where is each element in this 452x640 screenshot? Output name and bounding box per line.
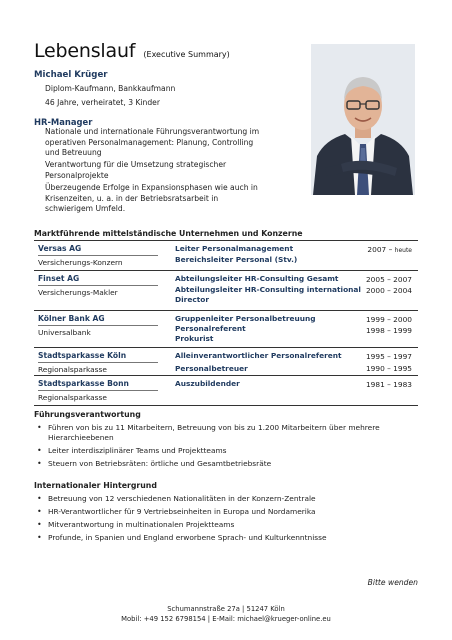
career-heading: Marktführende mittelständische Unternehmen und Konzerne — [34, 229, 303, 238]
company-sector: Universalbank — [38, 328, 91, 337]
page-title — [34, 40, 230, 62]
position-period: 1981 – 1983 — [365, 380, 412, 389]
bullet-icon: • — [37, 446, 42, 455]
list-item — [34, 494, 424, 504]
bullet-icon: • — [37, 423, 42, 432]
leadership-list — [34, 423, 424, 472]
company-name: Stadtsparkasse Bonn — [38, 379, 129, 388]
company-divider — [38, 325, 158, 326]
list-item — [34, 459, 424, 469]
position-title: Personalbetreuer — [175, 364, 248, 373]
position-title: Leiter Personalmanagement — [175, 244, 294, 253]
list-item-text: Leiter interdisziplinärer Teams und Projektteams — [48, 446, 227, 455]
list-item-text: Steuern von Betriebsräten: örtliche und Gesamtbetriebsräte — [48, 459, 272, 468]
list-item — [34, 520, 424, 530]
company-sector: Versicherungs-Makler — [38, 288, 118, 297]
summary-line-1: Nationale und internationale Führungsverantwortung im operativen Personalmanagement: Planung, Controlling und Betreuung — [45, 127, 260, 157]
company-divider — [38, 255, 158, 256]
position-title: Auszubildender — [175, 379, 240, 388]
summary-line-3: Überzeugende Erfolge in Expansionsphasen wie auch in Krisenzeiten, u. a. in der Betriebsratsarbeit in schwierigem Umfeld. — [45, 183, 258, 213]
list-item-text: HR-Verantwortlicher für 9 Vertriebseinheiten in Europa und Nordamerika — [48, 507, 316, 516]
company-sector: Versicherungs-Konzern — [38, 258, 123, 267]
company-name: Stadtsparkasse Köln — [38, 351, 127, 360]
position-period — [367, 245, 412, 254]
position-title: Bereichsleiter Personal (Stv.) — [175, 255, 298, 264]
international-list — [34, 494, 424, 546]
career-row — [34, 271, 418, 311]
footer-contact: Mobil: +49 152 6798154 | E-Mail: michael@krueger-online.eu — [121, 615, 331, 623]
period-dash: – — [388, 245, 393, 254]
summary-line-2: Verantwortung für die Umsetzung strategischer Personalprojekte — [45, 160, 227, 180]
career-row — [34, 348, 418, 376]
position-title: Abteilungsleiter HR-Consulting international Director — [175, 285, 361, 304]
list-item-text: Mitverantwortung in multinationalen Projektteams — [48, 520, 235, 529]
company-divider — [38, 390, 158, 391]
company-sector: Regionalsparkasse — [38, 393, 107, 402]
position-title: Abteilungsleiter HR-Consulting Gesamt — [175, 274, 339, 283]
list-item — [34, 446, 424, 456]
company-divider — [38, 362, 158, 363]
company-name: Kölner Bank AG — [38, 314, 105, 323]
footer-address: Schumannstraße 27a | 51247 Köln — [167, 605, 285, 613]
period-end: heute — [394, 247, 412, 254]
period-start: 2007 — [367, 245, 387, 254]
international-heading: Internationaler Hintergrund — [34, 481, 157, 490]
profile-line-personal: 46 Jahre, verheiratet, 3 Kinder — [45, 98, 160, 107]
leadership-heading: Führungsverantwortung — [34, 410, 141, 419]
person-name: Michael Krüger — [34, 70, 108, 80]
position-title: Prokurist — [175, 334, 214, 343]
list-item — [34, 423, 424, 443]
position-period: 1990 – 1995 — [365, 364, 412, 373]
turn-page-note: Bitte wenden — [367, 578, 418, 587]
bullet-icon: • — [37, 520, 42, 529]
career-row — [34, 376, 418, 406]
bullet-icon: • — [37, 507, 42, 516]
bullet-icon: • — [37, 494, 42, 503]
title-subtitle: (Executive Summary) — [143, 50, 230, 59]
career-table — [34, 240, 418, 406]
profile-line-degree: Diplom-Kaufmann, Bankkaufmann — [45, 84, 176, 93]
title-main: Lebenslauf — [34, 40, 136, 62]
list-item-text: Betreuung von 12 verschiedenen Nationalitäten in der Konzern-Zentrale — [48, 494, 316, 503]
company-divider — [38, 285, 158, 286]
list-item — [34, 507, 424, 517]
company-sector: Regionalsparkasse — [38, 365, 107, 374]
position-title: Alleinverantwortlicher Personalreferent — [175, 351, 342, 360]
bullet-icon: • — [37, 533, 42, 542]
position-period: 2005 – 2007 — [365, 275, 412, 284]
list-item — [34, 533, 424, 543]
list-item-text: Profunde, in Spanien und England erworbene Sprach- und Kulturkenntnisse — [48, 533, 327, 542]
position-period: 2000 – 2004 — [365, 286, 412, 295]
role-title: HR-Manager — [34, 117, 93, 127]
bullet-icon: • — [37, 459, 42, 468]
career-row — [34, 241, 418, 271]
company-name: Versas AG — [38, 244, 82, 253]
company-name: Finset AG — [38, 274, 80, 283]
position-period: 1998 – 1999 — [365, 326, 412, 335]
position-period: 1995 – 1997 — [365, 352, 412, 361]
list-item-text: Führen von bis zu 11 Mitarbeitern, Betreuung von bis zu 1.200 Mitarbeitern über mehrere Hierarchieebenen — [48, 423, 380, 442]
portrait-photo — [311, 44, 415, 195]
portrait-illustration — [311, 44, 415, 195]
position-title: Personalreferent — [175, 324, 246, 333]
position-title: Gruppenleiter Personalbetreuung — [175, 314, 316, 323]
position-period: 1999 – 2000 — [365, 315, 412, 324]
career-row — [34, 311, 418, 348]
